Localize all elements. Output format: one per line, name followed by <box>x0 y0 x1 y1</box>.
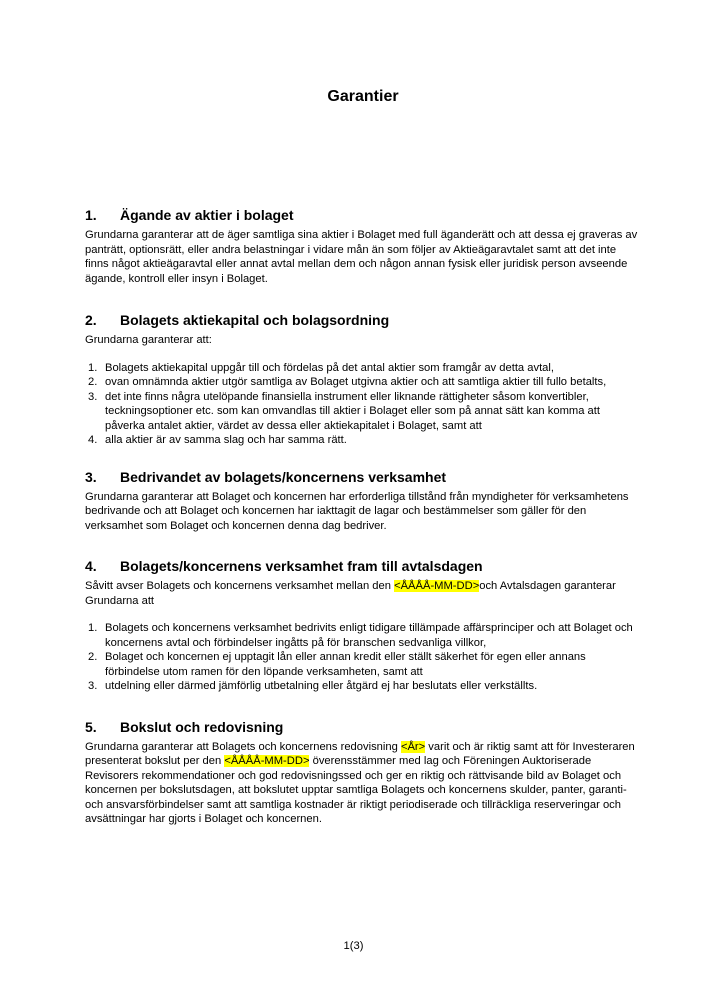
list-item-text: alla aktier är av samma slag och har samma rätt. <box>105 434 347 446</box>
document-content <box>85 0 641 827</box>
numbered-list <box>85 361 641 448</box>
list-item <box>85 679 641 694</box>
document-title: Garantier <box>327 88 399 105</box>
section-heading-text: Bolagets/koncernens verksamhet fram till avtalsdagen <box>120 558 483 574</box>
section-paragraph: Såvitt avser Bolagets och koncernens verksamhet mellan den <ÅÅÅÅ-MM-DD>och Avtalsdagen garanterar Grundarna att <box>85 580 616 607</box>
section-5-heading <box>85 717 641 737</box>
section-number: 1. <box>85 207 97 223</box>
list-item <box>85 361 641 376</box>
list-item-number: 3. <box>88 390 98 403</box>
section-paragraph: Grundarna garanterar att Bolaget och koncernen har erforderliga tillstånd från myndigheter för verksamhetens bedrivande och att Bolaget och koncernen har iakttagit de lagar och bestämmelser som gäller för den verksamhet som Bolaget och koncernen denna dag bedriver. <box>85 490 629 532</box>
list-item <box>85 390 641 434</box>
list-item-number: 1. <box>88 361 98 374</box>
section-number: 2. <box>85 312 97 328</box>
list-item-number: 1. <box>88 622 98 634</box>
spacer <box>85 348 641 361</box>
list-item-text: ovan omnämnda aktier utgör samtliga av Bolaget utgivna aktier och att samtliga aktier till fullo betalts, <box>105 376 607 388</box>
section-1-heading <box>85 205 641 225</box>
section-paragraph: Grundarna garanterar att: <box>85 334 212 346</box>
section-heading-text: Ägande av aktier i bolaget <box>120 207 294 223</box>
list-item-number: 4. <box>88 434 98 446</box>
section-number: 4. <box>85 558 97 574</box>
section-5 <box>85 717 641 827</box>
list-item <box>85 621 641 650</box>
spacer <box>85 608 641 621</box>
section-number: 3. <box>85 468 97 485</box>
placeholder-highlight: <ÅÅÅÅ-MM-DD> <box>224 755 310 767</box>
list-item-text: Bolaget och koncernen ej upptagit lån eller annan kredit eller ställt säkerhet för egen eller annans förbindelse utom ramen för den löpande verksamheten, samt att <box>105 651 586 678</box>
list-item <box>85 433 641 448</box>
section-3-heading <box>85 467 641 487</box>
list-item-text: Bolagets aktiekapital uppgår till och fördelas på det antal aktier som framgår av detta avtal, <box>105 361 554 374</box>
section-heading-text: Bedrivandet av bolagets/koncernens verksamhet <box>120 468 447 485</box>
section-2 <box>85 310 641 448</box>
placeholder-highlight: <År> <box>400 740 426 753</box>
section-1 <box>85 205 641 286</box>
section-4 <box>85 556 641 694</box>
list-item-number: 2. <box>88 376 98 388</box>
list-item-text: Bolagets och koncernens verksamhet bedrivits enligt tidigare tillämpade affärsprinciper och att Bolaget och koncernens avtal och förbindelser ingåtts på för branschen sedvanliga villkor, <box>105 622 633 649</box>
section-2-heading <box>85 310 641 330</box>
list-item-number: 3. <box>88 680 98 692</box>
section-heading-text: Bokslut och redovisning <box>120 718 284 735</box>
list-item <box>85 650 641 679</box>
page-number: 1(3) <box>343 940 364 952</box>
list-item-text: utdelning eller därmed jämförlig utbetalning eller åtgärd ej har beslutats eller verkställts. <box>105 680 538 692</box>
numbered-list <box>85 621 641 694</box>
section-4-heading <box>85 556 641 576</box>
section-3 <box>85 467 641 534</box>
section-heading-text: Bolagets aktiekapital och bolagsordning <box>120 312 390 328</box>
section-number: 5. <box>85 718 97 735</box>
list-item-number: 2. <box>88 651 98 663</box>
list-item <box>85 375 641 390</box>
section-paragraph: Grundarna garanterar att de äger samtliga sina aktier i Bolaget med full äganderätt och att dessa ej graveras av panträtt, optionsrätt, eller andra belastningar i vidare mån än som följer av Aktieägaravtalet samt att det inte finns något aktieägaravtal eller annat avtal mellan dem och någon annan fysisk eller juridisk person avseende ägande, kontroll eller insyn i Bolaget. <box>85 229 638 285</box>
section-paragraph: Grundarna garanterar att Bolagets och koncernens redovisning <År> varit och är riktig samt att för Investeraren presenterat bokslut per den <ÅÅÅÅ-MM-DD> överensstämmer med lag och Föreningen Auktoriserade Revisorers rekommendationer och god redovisningssed och ger en riktig och rättvisande bild av Bolaget och koncernen per bokslutsdagen, att bokslutet upptar samtliga Bolagets och koncernens skulder, panter, garanti- och ansvarsförbindelser samt att samtliga kostnader är riktigt periodiserade och tillräckliga reserveringar och avsättningar har gjorts i Bolaget och koncernen. <box>85 740 635 825</box>
list-item-text: det inte finns några utelöpande finansiella instrument eller liknande rättigheter såsom konvertibler, teckningsoptioner etc. som kan omvandlas till aktier i Bolaget eller som på annat sätt kan komma att påverka antalet aktier, värdet av dessa eller aktiekapitalet i Bolaget, samt att <box>105 390 600 432</box>
placeholder-highlight: <ÅÅÅÅ-MM-DD> <box>394 580 480 592</box>
